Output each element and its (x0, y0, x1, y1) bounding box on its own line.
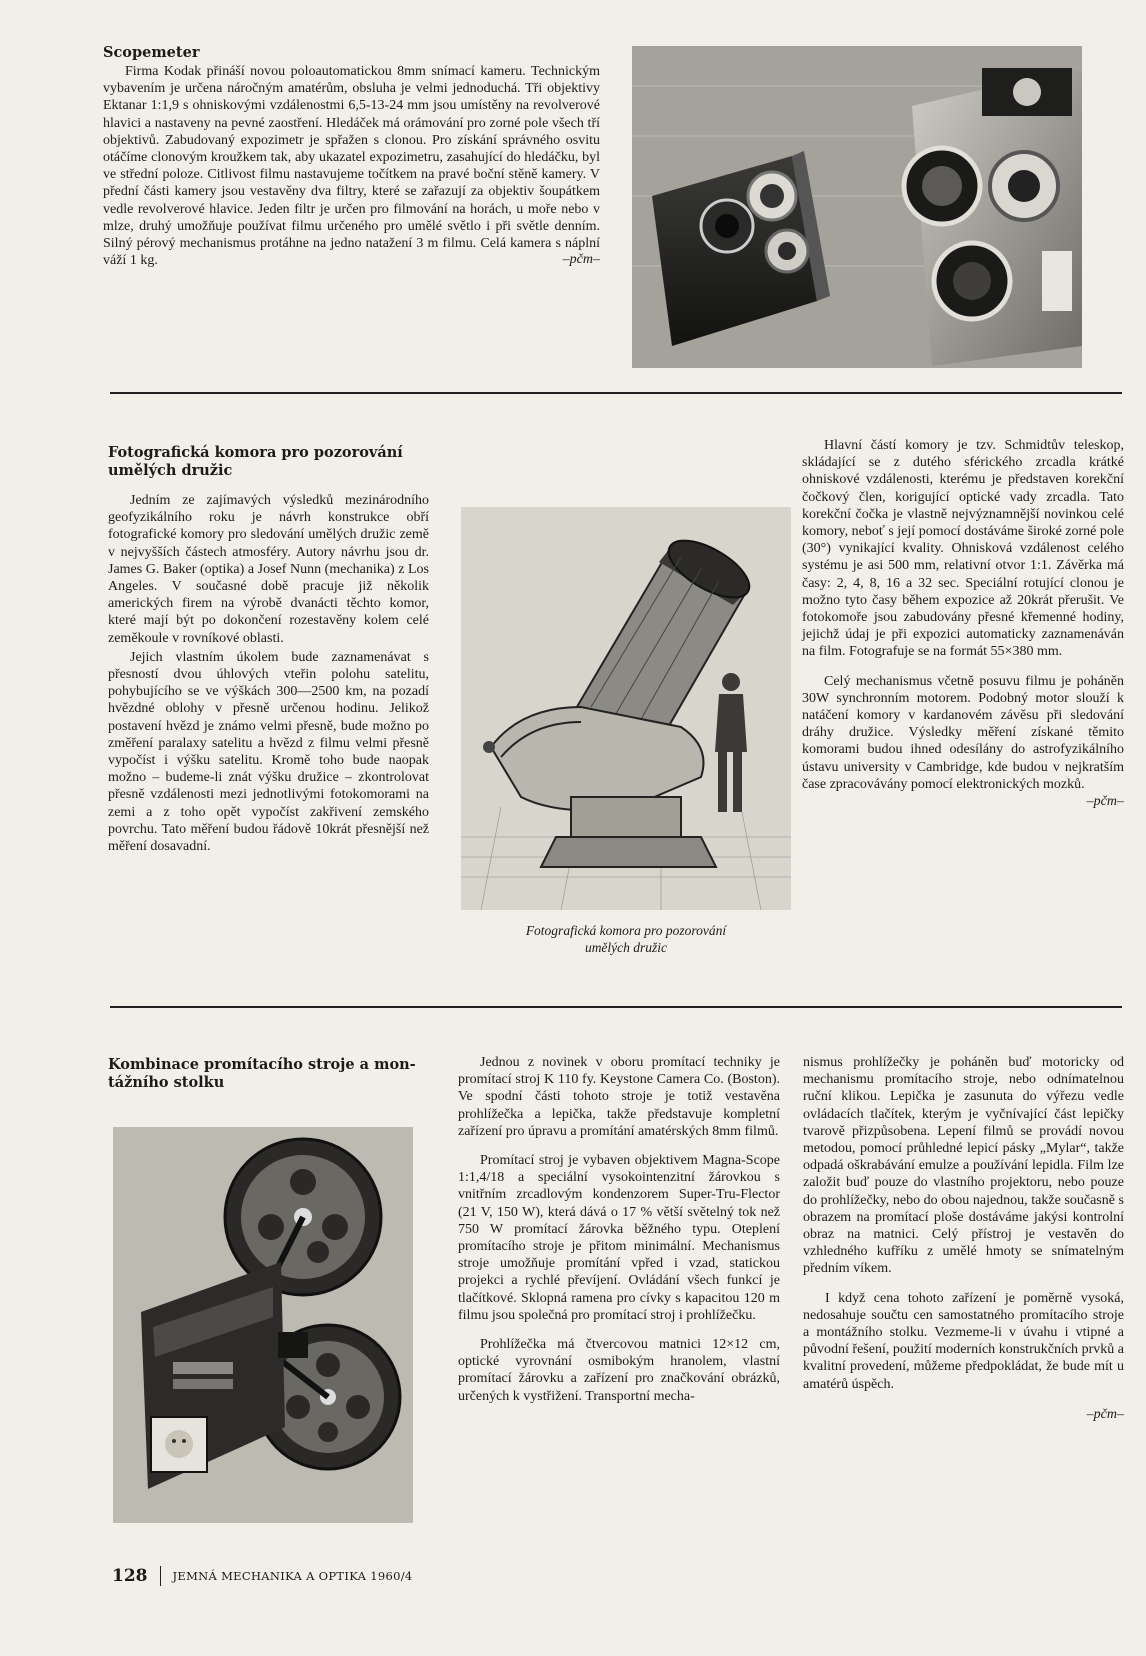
projector-title-block (108, 1056, 428, 1092)
projector-mid-p1: Jednou z novinek v oboru promítací techniky je promítací stroj K 110 fy. Keystone Camera Co. (Boston). Ve spodní části tohoto stroje je totiž vestavěna prohlížečka a lepička, takže představuje kompletní zařízení pro úpravu a promítání amatérských 8mm filmů. (458, 1055, 780, 1139)
satellite-col1-p1: Jedním ze zajímavých výsledků mezinárodního geofyzikálního roku je návrh konstrukce obří fotografické komory pro sledování umělých družic země v nejvyšších částech atmosféry. Autory návrhu jsou dr. James G. Baker (optika) a Josef Nunn (mechanika) z Los Angeles. V současné době pracuje již několik amerických firem na výrobě dvanácti těchto komor, které mají být po dokončení rozestavěny kolem celé zeměkoule v rovníkové oblasti. (108, 493, 429, 646)
satellite-col2-p1: Hlavní částí komory je tzv. Schmidtův teleskop, skládající se z dutého sférického zrcadla krátké ohniskové vzdálenosti, kterému je představen korekční čočkový člen, korigující optické vady zrcadla. Tato korekční čočka je vlastně nejvýznamnější novinkou celé komory, neboť s její pomocí dostáváme široké zorné pole (30°) vynikající kvality. Ohnisková vzdálenost celého systému je asi 500 mm, relativní otvor 1:1. Závěrka má časy: 2, 4, 8, 16 a 32 sec. Speciální rotující clonou je možno tyto časy během expozice až 20krát přerušit. Ve fotokomoře jsou zabudovány přesné křemenné hodiny, jejichž údaj je při expozici automaticky zaznamenáván na film. Fotografuje se na formát 55×380 mm. (802, 438, 1124, 660)
satellite-article-col1 (108, 444, 429, 855)
projector-title-line2: tážního stolku (108, 1074, 225, 1091)
projector-title-line1: Kombinace promítacího stroje a mon- (108, 1056, 416, 1073)
projector-mid-p2: Promítací stroj je vybaven objektivem Magna-Scope 1:1,4/18 a speciální vysokointenzitní žárovkou s vnitřním zrcadlovým kondenzorem Super-Tru-Flector (21 V, 150 W), která dává o 17 % větší světelný tok než 750 W promítací žárovka běžného typu. Oteplení promítacího stroje je přitom minimální. Mechanismus stroje umožňuje promítání vpřed i vzad, statickou projekci a rychlé převíjení. Ovládání všech funkcí je tlačítkové. Sklopná ramena pro cívky s kapacitou 120 m filmu jsou společná pro promítací stroj i prohlížečku. (458, 1153, 780, 1323)
satellite-caption-line1: Fotografická komora pro pozorování (525, 923, 727, 938)
satellite-title-line2: umělých družic (108, 462, 233, 479)
section-divider-2 (110, 1006, 1122, 1008)
scopemeter-article (103, 44, 600, 268)
scopemeter-title: Scopemeter (103, 44, 200, 61)
satellite-col1-p2: Jejich vlastním úkolem bude zaznamenávat s přesností dvou úhlových vteřin polohu satelitu, pohybujícího se ve výškách 300—2500 km, na pozadí hvězdné oblohy v přesně určenou hodinu. Jelikož postavení hvězd je známo velmi přesně, bude možno po změření paralaxy satelitu a hvězd z filmu velmi přesně vypočíst i výšku satelitu. Kromě toho bude naopak možno – budeme-li znát výšku družice – zkontrolovat přesně vzdálenosti mezi jednotlivými fotokomorami na zemi a z toho opět vypočíst zakřivení zemského povrchu. Tato měření budou řádově 10krát přesnější než měření dosavadní. (108, 649, 429, 855)
satellite-caption (461, 922, 791, 956)
projector-right-p2: I když cena tohoto zařízení je poměrně vysoká, nedosahuje součtu cen samostatného promítacího stroje a montážního stolku. Vezmeme-li v úvahu i vtipné a původní řešení, použití moderních konstrukčních prvků a kvalitní provedení, můžeme předpokládat, že bude mít u amatérů úspěch. (803, 1290, 1124, 1392)
satellite-camera-illustration (461, 507, 791, 910)
satellite-signature: –pčm– (1086, 794, 1124, 810)
footer-separator (160, 1566, 161, 1586)
projector-mid-p3: Prohlížečka má čtvercovou matnici 12×12 cm, optické vyrovnání osmibokým hranolem, vlastní promítací žárovku a zařízení pro značkování obrázků, určených k vystřižení. Transportní mecha- (458, 1337, 780, 1404)
projector-title (108, 1056, 428, 1092)
camera-illustration (632, 46, 1082, 368)
satellite-camera-drawing (461, 507, 791, 910)
section-divider-1 (110, 392, 1122, 394)
page-number: 128 (112, 1566, 148, 1586)
projector-right-p1: nismus prohlížečky je poháněn buď motoricky od mechanismu promítacího stroje, nebo odnímatelnou ruční klikou. Lepička je zasunuta do výřezu vedle ovládacích tlačítek, kterým je vyčnívající část lepičky tvarově přizpůsobena. Lepení filmů se provádí novou metodou, pomocí průhledné lepicí pásky „Mylar“, takže odpadá oškrabávání emulze a používání lepidla. Film lze založit buď pouze do vlastního projektoru, nebo pouze do prohlížečky, nebo do obou najednou, takže současně s obrazem na promítací ploše dostáváme jakýsi kontrolní obraz na matnici. Celý přístroj je vestavěn do vzhledného kufříku z umělé hmoty se snímatelným předním víkem. (803, 1055, 1124, 1277)
projector-illustration (113, 1127, 413, 1523)
satellite-caption-line2: umělých družic (584, 940, 668, 955)
projector-col-right (803, 1054, 1124, 1423)
scopemeter-signature: –pčm– (562, 252, 600, 268)
satellite-col2-p2: Celý mechanismus včetně posuvu filmu je poháněn 30W synchronním motorem. Podobný motor slouží k natáčení komory v kardanovém závěsu při sledování dráhy družice. Výsledky měření získané těmito komorami budou ihned odesílány do astrofyzikálního ústavu university v Cambridge, kde budou v nejkratším čase zpracovávány pomocí elektronických mozků. (802, 673, 1124, 792)
journal-name: JEMNÁ MECHANIKA A OPTIKA 1960/4 (172, 1569, 413, 1583)
satellite-article-col2 (802, 437, 1124, 810)
projector-photo (113, 1127, 413, 1523)
projector-col-mid (458, 1054, 780, 1405)
projector-signature: –pčm– (1086, 1406, 1124, 1422)
satellite-title-line1: Fotografická komora pro pozorování (108, 444, 403, 461)
page-footer (112, 1566, 412, 1586)
scopemeter-text: Firma Kodak přináší novou poloautomatickou 8mm snímací kameru. Technickým vybavením je určena náročným amatérům, obsluha je velmi jednoduchá. Tři objektivy Ektanar 1:1,9 s ohniskovými vzdálenostmi 6,5-13-24 mm jsou umístěny na revolverové hlavici a nastaveny na pevné zaostření. Hledáček má orámování pro zorné pole všech tří objektivů. Zabudovaný expozimetr je spřažen s clonou. Pro získání správného osvitu otáčíme clonovým kroužkem tak, aby ukazatel expozimetru, zasahující do hledáčku, byl ve střední poloze. Citlivost filmu nastavujeme točítkem na pravé boční stěně kamery. V přední části kamery jsou vestavěny dva filtry, které se zařazují za objektiv šoupátkem vedle revolverové hlavice. Jeden filtr je určen pro filmování na horách, u moře nebo v mlze, druhý umožňuje používat filmu určeného pro umělé světlo i při světle denním. Silný pérový mechanismus protáhne na jedno natažení 3 m filmu. Celá kamera s náplní váží 1 kg. (103, 64, 600, 269)
camera-photo (632, 46, 1082, 368)
satellite-title (108, 444, 429, 480)
